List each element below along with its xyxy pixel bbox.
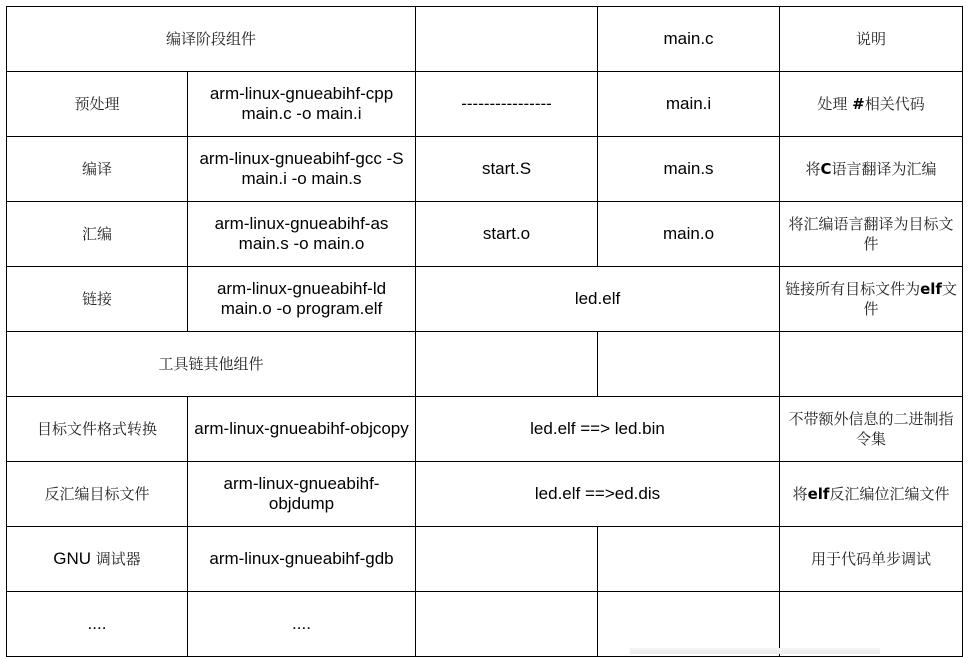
table-row: [7, 202, 963, 267]
note-text: 调试器: [91, 550, 141, 568]
table-cell: arm-linux-gnueabihf-objdump: [188, 462, 416, 527]
table-cell: start.o: [416, 202, 598, 267]
table-cell: 目标文件格式转换: [7, 397, 188, 462]
table-cell: arm-linux-gnueabihf-gcc -S main.i -o main.s: [188, 137, 416, 202]
table-row: [7, 397, 963, 462]
table-cell: [780, 267, 963, 332]
table-cell: [7, 527, 188, 592]
table-row: [7, 72, 963, 137]
table-cell: [416, 7, 598, 72]
table-row: [7, 592, 963, 657]
note-text: 链接所有目标文件为: [785, 280, 921, 298]
table-cell: main.o: [598, 202, 780, 267]
table-cell: 反汇编目标文件: [7, 462, 188, 527]
table-cell: [780, 72, 963, 137]
table-cell: arm-linux-gnueabihf-objcopy: [188, 397, 416, 462]
table-cell: 不带额外信息的二进制指令集: [780, 397, 963, 462]
table-cell: 说明: [780, 7, 963, 72]
table-cell: 工具链其他组件: [7, 332, 416, 397]
table-cell: ....: [188, 592, 416, 657]
table-cell: start.S: [416, 137, 598, 202]
table-row: [7, 267, 963, 332]
table-cell: arm-linux-gnueabihf-cpp main.c -o main.i: [188, 72, 416, 137]
table-row: [7, 527, 963, 592]
table-cell: led.elf ==>ed.dis: [416, 462, 780, 527]
table-cell: [416, 332, 598, 397]
table-cell: [780, 137, 963, 202]
table-row: [7, 137, 963, 202]
table-cell: arm-linux-gnueabihf-gdb: [188, 527, 416, 592]
note-text: 将: [792, 485, 808, 503]
table-cell: arm-linux-gnueabihf-ld main.o -o program.elf: [188, 267, 416, 332]
note-text: 相关代码: [864, 95, 925, 113]
table-cell: main.i: [598, 72, 780, 137]
table-cell: 编译: [7, 137, 188, 202]
table-cell: led.elf ==> led.bin: [416, 397, 780, 462]
table-cell: main.c: [598, 7, 780, 72]
table-cell: [780, 462, 963, 527]
note-bold: C: [820, 160, 832, 178]
note-text: 反汇编位汇编文件: [829, 485, 950, 503]
table-cell: main.s: [598, 137, 780, 202]
scroll-shadow: [630, 648, 880, 654]
table-cell: 预处理: [7, 72, 188, 137]
table-cell: [780, 592, 963, 657]
table-cell: 汇编: [7, 202, 188, 267]
table-cell: [598, 527, 780, 592]
note-text: 文件: [863, 280, 957, 318]
table-cell: ----------------: [416, 72, 598, 137]
table-cell: 链接: [7, 267, 188, 332]
table-row: [7, 7, 963, 72]
table-cell: [416, 527, 598, 592]
table-cell: 用于代码单步调试: [780, 527, 963, 592]
toolchain-table: [6, 6, 963, 657]
table-cell: ....: [7, 592, 188, 657]
table-cell: 将汇编语言翻译为目标文件: [780, 202, 963, 267]
table-cell: arm-linux-gnueabihf-as main.s -o main.o: [188, 202, 416, 267]
table-cell: [598, 592, 780, 657]
table-cell: led.elf: [416, 267, 780, 332]
table-cell: [780, 332, 963, 397]
note-bold: GNU: [53, 549, 91, 568]
table-row: [7, 332, 963, 397]
table-cell: [416, 592, 598, 657]
table-cell: 编译阶段组件: [7, 7, 416, 72]
note-bold: elf: [920, 280, 942, 298]
note-text: 将: [805, 160, 821, 178]
note-bold: #: [852, 95, 865, 113]
table-row: [7, 462, 963, 527]
note-text: 语言翻译为汇编: [831, 160, 937, 178]
table-cell: [598, 332, 780, 397]
note-text: 处理: [817, 95, 853, 113]
note-bold: elf: [807, 485, 830, 503]
